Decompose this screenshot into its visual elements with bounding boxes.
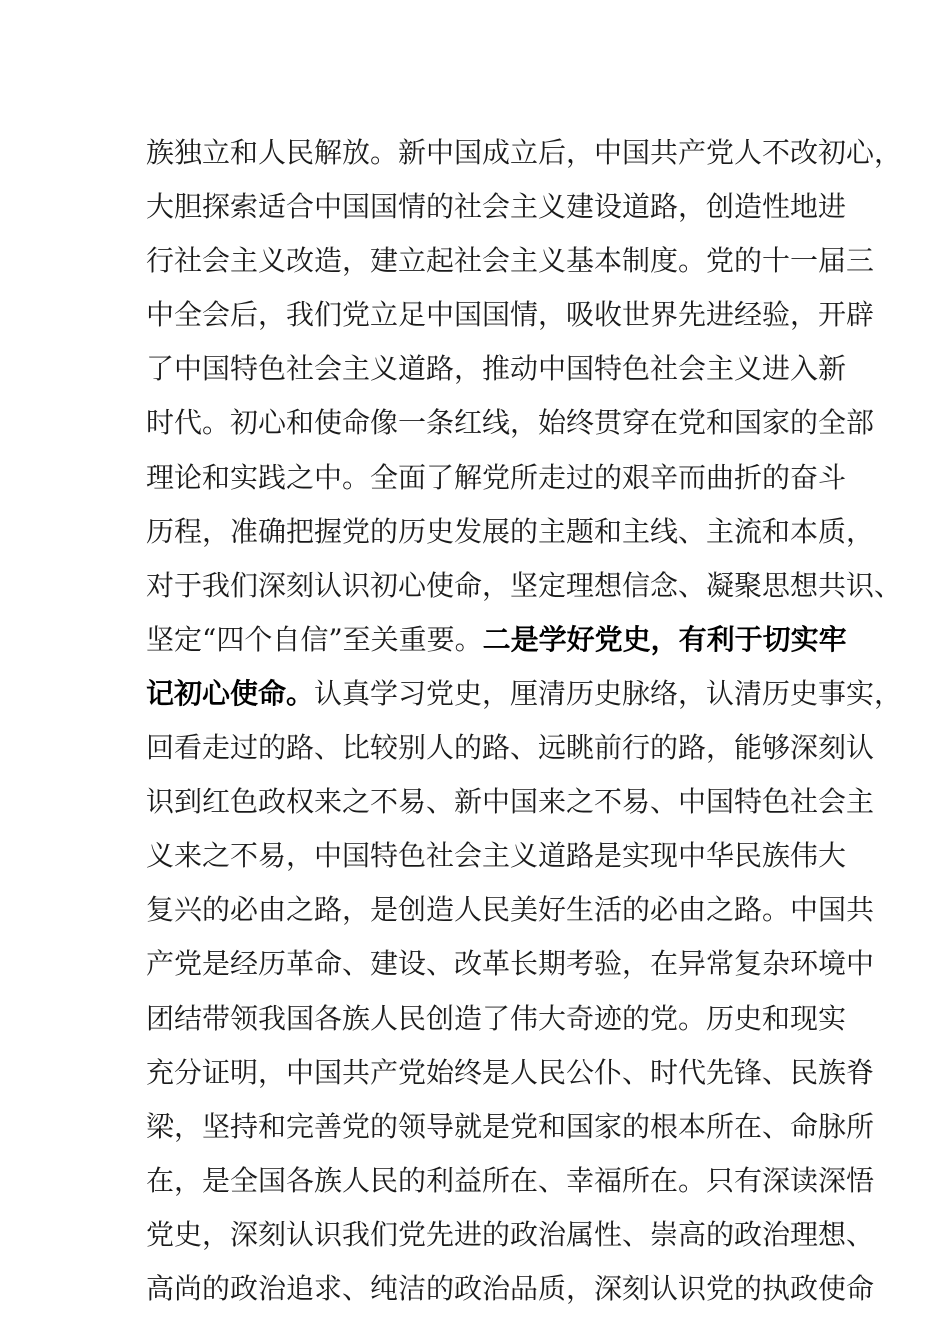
text-line-16: 产党是经历革命、建设、改革长期考验，在异常复杂环境中: [146, 947, 875, 981]
text-line-7: 理论和实践之中。全面了解党所走过的艰辛而曲折的奋斗: [146, 460, 847, 494]
text-line-11: 记初心使命。认真学习党史，厘清历史脉络，认清历史事实，: [146, 676, 903, 710]
text-line-17: 团结带领我国各族人民创造了伟大奇迹的党。历史和现实: [146, 1001, 847, 1035]
text-line-5: 了中国特色社会主义道路，推动中国特色社会主义进入新: [146, 352, 847, 386]
text-line-15: 复兴的必由之路，是创造人民美好生活的必由之路。中国共: [146, 893, 875, 927]
text-line-3: 行社会主义改造，建立起社会主义基本制度。党的十一届三: [146, 244, 875, 278]
text-line-2: 大胆探索适合中国国情的社会主义建设道路，创造性地进: [146, 190, 847, 224]
bold-heading-start: 二是学好党史，有利于切实牢: [482, 622, 847, 656]
body-paragraph: [146, 126, 903, 1316]
text-line-19: 梁，坚持和完善党的领导就是党和国家的根本所在、命脉所: [146, 1109, 875, 1143]
text-line-4: 中全会后，我们党立足中国国情，吸收世界先进经验，开辟: [146, 298, 875, 332]
text-line-12: 回看走过的路、比较别人的路、远眺前行的路，能够深刻认: [146, 731, 875, 765]
text-line-8: 历程，准确把握党的历史发展的主题和主线、主流和本质，: [146, 514, 875, 548]
text-line-10: 坚定“四个自信”至关重要。二是学好党史，有利于切实牢: [146, 622, 847, 656]
text-line-20: 在，是全国各族人民的利益所在、幸福所在。只有深读深悟: [146, 1163, 875, 1197]
text-line-18: 充分证明，中国共产党始终是人民公仆、时代先锋、民族脊: [146, 1055, 875, 1089]
text-line-1: 族独立和人民解放。新中国成立后，中国共产党人不改初心，: [146, 136, 903, 169]
text-line-21: 党史，深刻认识我们党先进的政治属性、崇高的政治理想、: [146, 1217, 875, 1251]
text-line-6: 时代。初心和使命像一条红线，始终贯穿在党和国家的全部: [146, 406, 875, 440]
bold-heading-end: 记初心使命。: [146, 676, 315, 710]
text-line-14: 义来之不易，中国特色社会主义道路是实现中华民族伟大: [146, 839, 847, 873]
text-line-9: 对于我们深刻认识初心使命，坚定理想信念、凝聚思想共识、: [146, 568, 903, 602]
text-line-13: 识到红色政权来之不易、新中国来之不易、中国特色社会主: [146, 785, 875, 819]
text-line-22: 高尚的政治追求、纯洁的政治品质，深刻认识党的执政使命: [146, 1271, 875, 1305]
